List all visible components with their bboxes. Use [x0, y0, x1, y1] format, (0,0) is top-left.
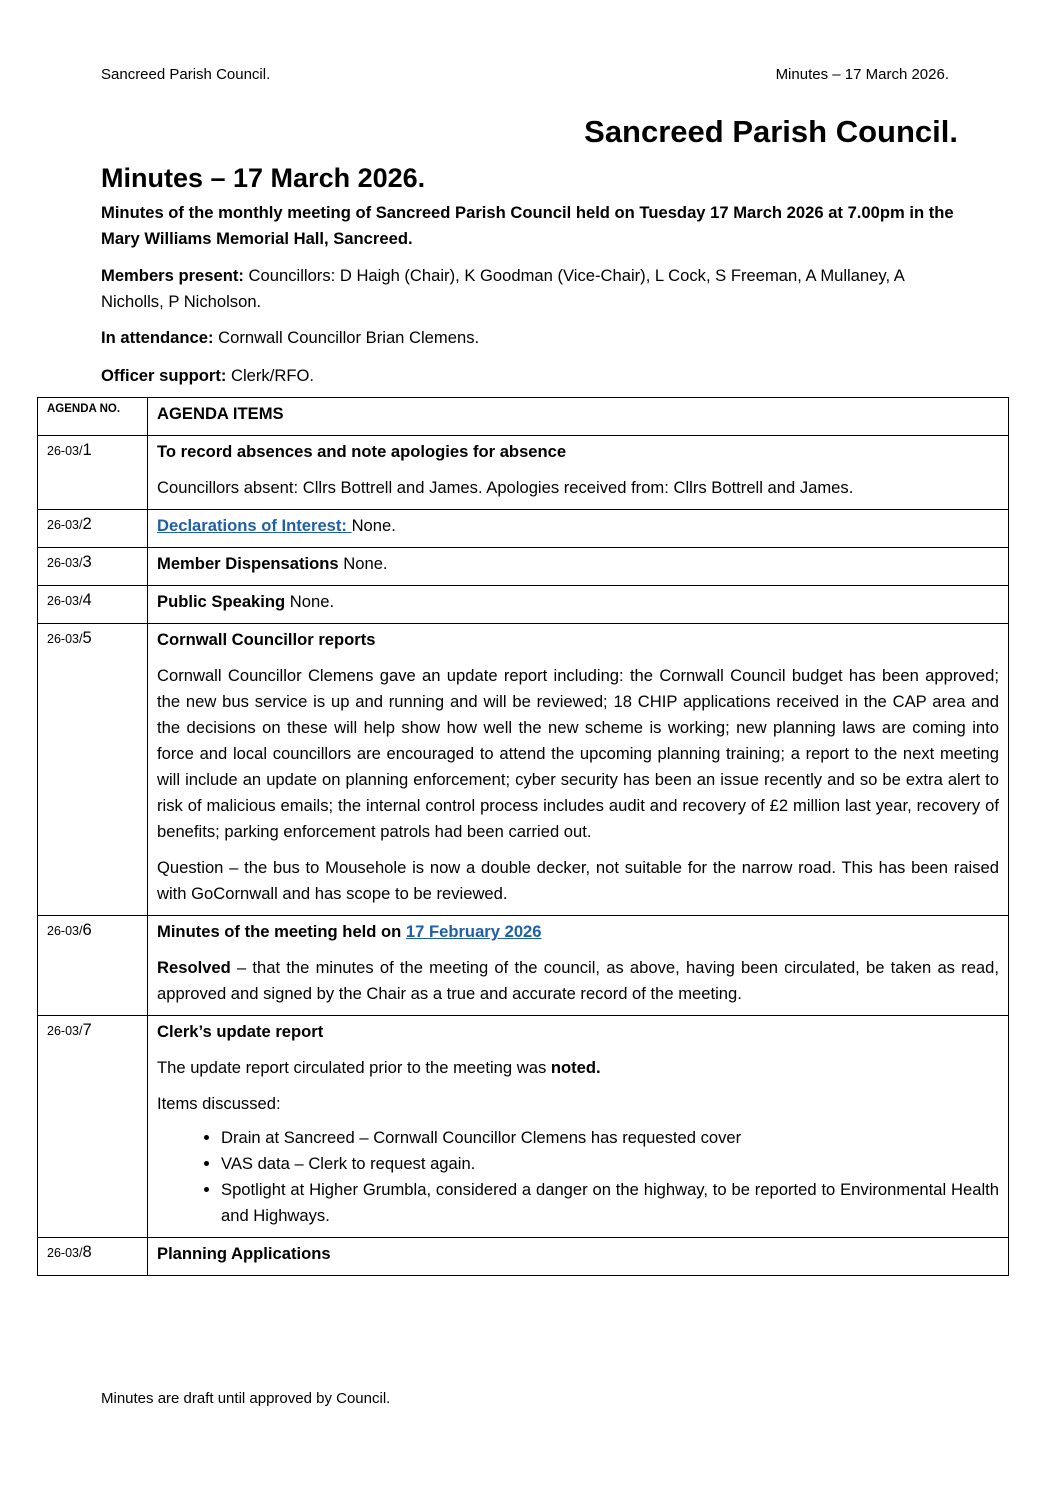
- in-attendance: [101, 325, 961, 351]
- item-body: [157, 1055, 999, 1081]
- header-agenda-no: [38, 398, 148, 436]
- item-title: Member Dispensations: [157, 554, 339, 573]
- noted-label: noted.: [550, 1058, 601, 1077]
- list-item: • Drain at Sancreed – Cornwall Councillor Clemens has requested cover: [221, 1125, 999, 1151]
- agenda-item: [148, 436, 1009, 510]
- agenda-number-value: 3: [82, 552, 92, 571]
- agenda-item: [148, 586, 1009, 624]
- table-row: [38, 624, 1009, 916]
- agenda-number-prefix: 26-03/: [47, 1246, 83, 1260]
- items-discussed-label: Items discussed:: [157, 1094, 281, 1113]
- footer-note: Minutes are draft until approved by Council.: [101, 1390, 391, 1407]
- agenda-number-value: 6: [82, 920, 92, 939]
- members-text: Councillors: D Haigh (Chair), K Goodman (Vice-Chair), L Cock, S Freeman, A Mullaney, A Nicholls, P Nicholson.: [101, 266, 904, 311]
- agenda-number: [38, 548, 148, 586]
- agenda-number-prefix: 26-03/: [47, 444, 83, 458]
- table-row: [38, 1016, 1009, 1238]
- agenda-item: [148, 916, 1009, 1016]
- agenda-table: [37, 397, 1009, 1276]
- agenda-number: [38, 586, 148, 624]
- agenda-number-prefix: 26-03/: [47, 1024, 83, 1038]
- officer-support: [101, 363, 961, 389]
- attendance-text: Cornwall Councillor Brian Clemens.: [213, 328, 480, 347]
- agenda-number: [38, 624, 148, 916]
- running-header-left: Sancreed Parish Council.: [101, 66, 271, 83]
- table-row: [38, 548, 1009, 586]
- list-item: • VAS data – Clerk to request again.: [221, 1151, 999, 1177]
- agenda-number-value: 1: [82, 440, 92, 459]
- item-after-text: None.: [285, 592, 335, 611]
- agenda-item: [148, 624, 1009, 916]
- item-title: Planning Applications: [157, 1244, 331, 1263]
- table-row: [38, 586, 1009, 624]
- agenda-number-prefix: 26-03/: [47, 632, 83, 646]
- previous-minutes-link[interactable]: 17 February 2026: [405, 922, 542, 941]
- header-agenda-no-text: AGENDA NO.: [47, 403, 121, 415]
- agenda-number-prefix: 26-03/: [47, 594, 83, 608]
- agenda-number-value: 7: [82, 1020, 92, 1039]
- attendance-label: In attendance:: [101, 328, 214, 347]
- table-row: [38, 1238, 1009, 1276]
- item-body: Councillors absent: Cllrs Bottrell and James. Apologies received from: Cllrs Bottrell and James.: [157, 478, 854, 497]
- agenda-number-value: 8: [82, 1242, 92, 1261]
- item-body: Cornwall Councillor Clemens gave an update report including: the Cornwall Council budget has been approved; the new bus service is up and running and will be reviewed; 18 CHIP applications received in the CAP area and the decisions on these will help show how well the new scheme is working; new planning laws are coming into force and local councillors are encouraged to attend the upcoming planning training; a report to the next meeting will include an update on planning enforcement; cyber security has been an issue recently and so be extra alert to risk of malicious emails; the internal control process includes audit and recovery of £2 million last year, recovery of benefits; parking enforcement patrols had been carried out.: [157, 666, 999, 841]
- item-after-text: None.: [338, 554, 388, 573]
- members-present: [101, 263, 961, 315]
- table-row: [38, 916, 1009, 1016]
- discussion-list: [157, 1125, 999, 1229]
- agenda-number-value: 2: [82, 514, 92, 533]
- agenda-number-prefix: 26-03/: [47, 518, 83, 532]
- item-body-question: Question – the bus to Mousehole is now a double decker, not suitable for the narrow road. This has been raised with GoCornwall and has scope to be reviewed.: [157, 858, 999, 903]
- resolved-label: Resolved: [157, 958, 231, 977]
- agenda-item: [148, 1238, 1009, 1276]
- officer-text: Clerk/RFO.: [226, 366, 314, 385]
- table-row: [38, 436, 1009, 510]
- organisation-title: Sancreed Parish Council.: [584, 114, 958, 149]
- item-title: Minutes of the meeting held on: [157, 922, 406, 941]
- agenda-item: [148, 1016, 1009, 1238]
- table-header-row: [38, 398, 1009, 436]
- intro-paragraph: Minutes of the monthly meeting of Sancreed Parish Council held on Tuesday 17 March 2026 at 7.00pm in the Mary Williams Memorial Hall, Sancreed.: [101, 203, 954, 248]
- item-title: Public Speaking: [157, 592, 286, 611]
- table-row: [38, 510, 1009, 548]
- item-after-text: None.: [351, 516, 396, 535]
- agenda-number-value: 4: [82, 590, 92, 609]
- agenda-number-prefix: 26-03/: [47, 924, 83, 938]
- list-item: • Spotlight at Higher Grumbla, considered a danger on the highway, to be reported to Environmental Health and Highways.: [221, 1177, 999, 1229]
- agenda-number: [38, 436, 148, 510]
- item-body: [157, 955, 999, 1007]
- resolved-text: – that the minutes of the meeting of the council, as above, having been circulated, be taken as read, approved and signed by the Chair as a true and accurate record of the meeting.: [157, 958, 999, 1003]
- running-header-right: Minutes – 17 March 2026.: [775, 66, 949, 83]
- item-title: Cornwall Councillor reports: [157, 630, 376, 649]
- officer-label: Officer support:: [101, 366, 227, 385]
- agenda-number: [38, 1016, 148, 1238]
- item-title-line: [157, 919, 999, 945]
- header-agenda-items: [148, 398, 1009, 436]
- item-title: To record absences and note apologies for absence: [157, 442, 567, 461]
- header-agenda-items-text: AGENDA ITEMS: [157, 404, 284, 423]
- agenda-item: [148, 548, 1009, 586]
- members-label: Members present:: [101, 266, 244, 285]
- declarations-of-interest-link[interactable]: Declarations of Interest:: [157, 516, 352, 535]
- agenda-number-value: 5: [82, 628, 92, 647]
- item-body-text: The update report circulated prior to the meeting was: [157, 1058, 551, 1077]
- agenda-number-prefix: 26-03/: [47, 556, 83, 570]
- agenda-number: [38, 1238, 148, 1276]
- agenda-item: [148, 510, 1009, 548]
- item-title: Clerk’s update report: [157, 1022, 324, 1041]
- agenda-number: [38, 510, 148, 548]
- document-title: Minutes – 17 March 2026.: [101, 163, 426, 193]
- agenda-number: [38, 916, 148, 1016]
